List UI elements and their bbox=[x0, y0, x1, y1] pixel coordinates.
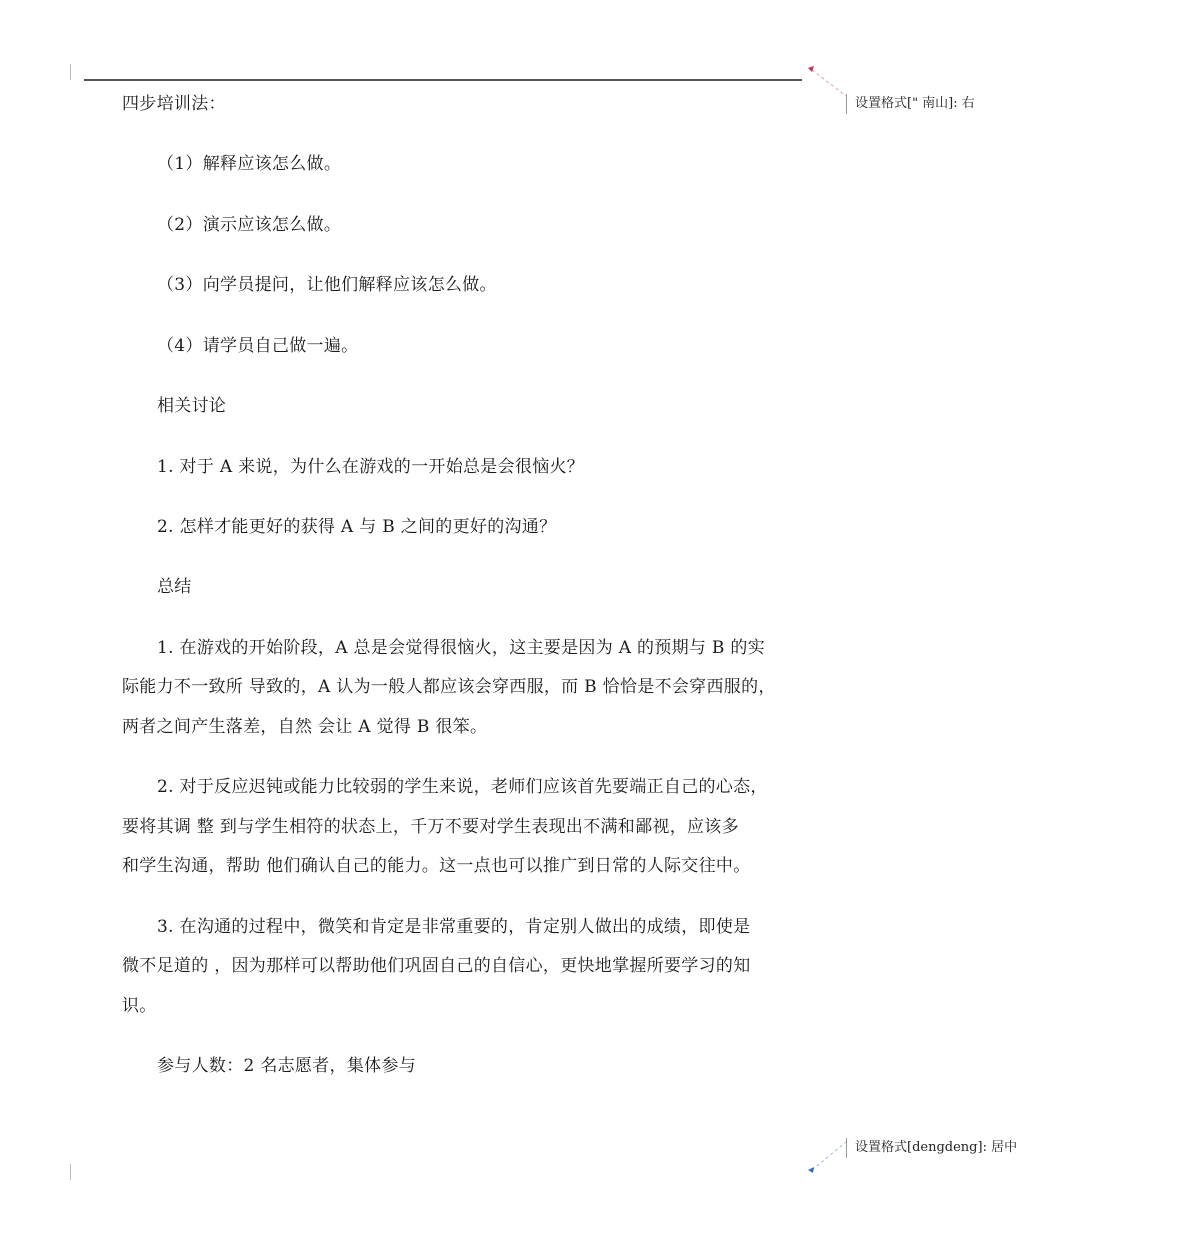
summary-line: 和学生沟通，帮助 他们确认自己的能力。这一点也可以推广到日常的人际交往中。 bbox=[122, 856, 751, 876]
comment-balloon-top[interactable]: 设置格式[" 南山]: 右 bbox=[855, 96, 975, 111]
discussion-item: 2. 怎样才能更好的获得 A 与 B 之间的更好的沟通？ bbox=[157, 517, 557, 537]
summary-line: 识。 bbox=[122, 996, 157, 1016]
comment-balloon-bottom[interactable]: 设置格式[dengdeng]: 居中 bbox=[855, 1140, 1018, 1155]
summary-line: 2. 对于反应迟钝或能力比较弱的学生来说，老师们应该首先要端正自己的心态， bbox=[157, 777, 768, 797]
summary-line: 两者之间产生落差，自然 会让 A 觉得 B 很笨。 bbox=[122, 717, 488, 737]
crop-mark-bottom-left bbox=[70, 1164, 71, 1180]
comment-connector-bottom bbox=[812, 1142, 846, 1170]
comment-bar-bottom bbox=[846, 1138, 847, 1158]
step-item: （1）解释应该怎么做。 bbox=[157, 154, 342, 174]
comment-anchor-bottom-icon bbox=[808, 1167, 814, 1173]
summary-line: 1. 在游戏的开始阶段，A 总是会觉得很恼火，这主要是因为 A 的预期与 B 的实 bbox=[157, 638, 765, 658]
summary-line: 要将其调 整 到与学生相符的状态上，千万不要对学生表现出不满和鄙视，应该多 bbox=[122, 817, 739, 837]
participants-line: 参与人数：2 名志愿者，集体参与 bbox=[157, 1056, 417, 1076]
comment-anchor-top-icon bbox=[808, 66, 814, 72]
summary-title: 总结 bbox=[157, 577, 192, 597]
summary-line: 3. 在沟通的过程中，微笑和肯定是非常重要的，肯定别人做出的成绩，即使是 bbox=[157, 917, 751, 937]
header-rule bbox=[84, 79, 802, 81]
section-heading: 四步培训法： bbox=[122, 94, 226, 114]
step-item: （3）向学员提问，让他们解释应该怎么做。 bbox=[157, 275, 497, 295]
step-item: （4）请学员自己做一遍。 bbox=[157, 336, 359, 356]
comment-bar-top bbox=[846, 94, 847, 114]
summary-line: 际能力不一致所 导致的，A 认为一般人都应该会穿西服，而 B 恰恰是不会穿西服的， bbox=[122, 677, 776, 697]
comment-connector-top bbox=[812, 70, 846, 96]
summary-line: 微不足道的 ，因为那样可以帮助他们巩固自己的自信心，更快地掌握所要学习的知 bbox=[122, 956, 751, 976]
step-item: （2）演示应该怎么做。 bbox=[157, 215, 342, 235]
discussion-title: 相关讨论 bbox=[157, 396, 227, 416]
discussion-item: 1. 对于 A 来说，为什么在游戏的一开始总是会很恼火？ bbox=[157, 457, 585, 477]
crop-mark-top-left bbox=[70, 64, 71, 80]
